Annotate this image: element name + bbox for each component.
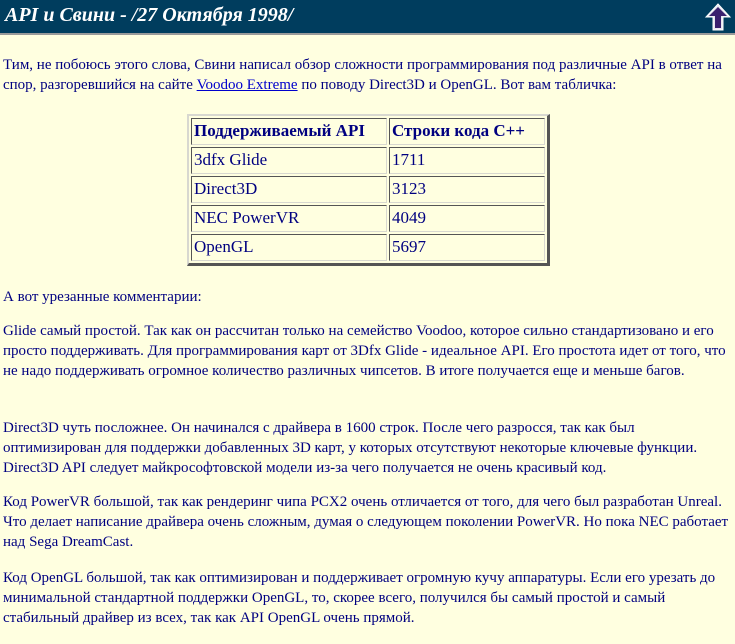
api-lines-table xyxy=(187,114,550,266)
table-header-api: Поддерживаемый API xyxy=(191,118,387,145)
table-cell-api: NEC PowerVR xyxy=(191,205,387,232)
up-button[interactable] xyxy=(704,2,732,32)
table-cell-lines: 3123 xyxy=(389,176,545,203)
api-table-container xyxy=(187,114,550,266)
table-cell-api: Direct3D xyxy=(191,176,387,203)
up-arrow-icon xyxy=(704,2,732,32)
table-header-row xyxy=(191,118,545,145)
table-row xyxy=(191,205,545,232)
powervr-paragraph: Код PowerVR большой, так как рендеринг чипа PCX2 очень отличается от того, для чего был разработан Unreal. Что делает написание драйвера очень сложным, думая о следующем поколении PowerVR. Но пока NEC работает над Sega DreamCast. xyxy=(3,494,729,550)
voodoo-extreme-link[interactable]: Voodoo Extreme xyxy=(196,77,298,93)
intro-text-before: Тим, не побоюсь этого слова, Свини написал обзор сложности программирования под различные API в ответ на спор, разгоревшийся на сайте xyxy=(3,57,722,93)
glide-paragraph: Glide самый простой. Так как он рассчитан только на семейство Voodoo, которое сильно стандартизовано и его просто поддерживать. Для программирования карт от 3Dfx Glide - идеальное API. Его простота идет от того, что не надо поддерживать огромное количество различных чипсетов. В итоге получается еще и меньше багов. xyxy=(3,323,726,379)
page-title: API и Свини - /27 Октября 1998/ xyxy=(5,4,294,26)
table-cell-api: 3dfx Glide xyxy=(191,147,387,174)
opengl-paragraph: Код OpenGL большой, так как оптимизирован и поддерживает огромную кучу аппаратуры. Если его урезать до минимальной стандартной поддержки OpenGL, то, скорее всего, получился бы самый простой и самый стабильный драйвер из всех, так как API OpenGL очень прямой. xyxy=(3,570,716,626)
table-cell-lines: 5697 xyxy=(389,234,545,261)
table-header-lines: Строки кода C++ xyxy=(389,118,545,145)
table-cell-lines: 4049 xyxy=(389,205,545,232)
intro-paragraph xyxy=(3,55,731,95)
intro-text-after: по поводу Direct3D и OpenGL. Вот вам табличка: xyxy=(297,77,617,93)
page-header xyxy=(0,0,735,35)
table-row xyxy=(191,147,545,174)
comments-intro: А вот урезанные комментарии: xyxy=(3,289,202,305)
table-row xyxy=(191,234,545,261)
table-row xyxy=(191,176,545,203)
table-cell-api: OpenGL xyxy=(191,234,387,261)
direct3d-paragraph: Direct3D чуть посложнее. Он начинался с драйвера в 1600 строк. После чего разросся, так как был оптимизирован для поддержки добавленных 3D карт, у которых отсутствуют некоторые ключевые функции. Direct3D API следует майкрософтовской модели из-за чего получается не очень красивый код. xyxy=(3,420,698,476)
table-cell-lines: 1711 xyxy=(389,147,545,174)
